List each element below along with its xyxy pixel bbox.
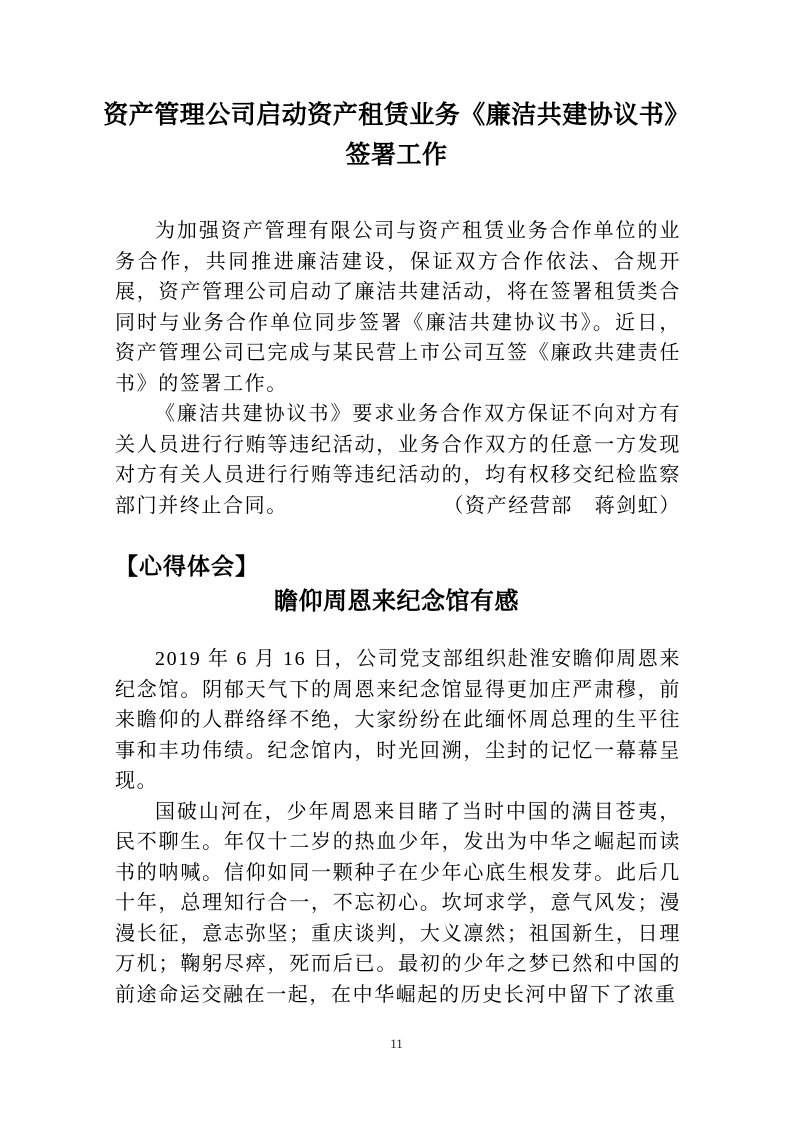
article1-paragraph-1: 为加强资产管理有限公司与资产租赁业务合作单位的业务合作，共同推进廉洁建设，保证双方合作依法、合规开展，资产管理公司启动了廉洁共建活动，将在签署租赁类合同时与业务合作单位同步签署《廉洁共建协议书》。近日，资产管理公司已完成与某民营上市公司互签《廉政共建责任书》的签署工作。 — [115, 220, 681, 395]
article2-paragraph-2: 国破山河在，少年周恩来目睹了当时中国的满目苍夷，民不聊生。年仅十二岁的热血少年，发出为中华之崛起而读书的呐喊。信仰如同一颗种子在少年心底生根发芽。此后几十年，总理知行合一，不忘初心。坎坷求学，意气风发；漫漫长征，意志弥坚；重庆谈判，大义凛然；祖国新生，日理万机；鞠躬尽瘁，死而后已。最初的少年之梦已然和中国的前途命运交融在一起，在中华崛起的历史长河中留下了浓重 — [115, 800, 681, 1006]
article1-paragraph-2 — [115, 399, 681, 521]
article2-body — [115, 644, 681, 1010]
page-number: 11 — [390, 1036, 403, 1051]
article1-paragraph-2-text: 《廉洁共建协议书》要求业务合作双方保证不向对方有关人员进行行贿等违纪活动，业务合作双方的任意一方发现对方有关人员进行行贿等违纪活动的，均有权移交纪检监察部门并终止合同。 — [115, 403, 681, 517]
article1-byline: （资产经营部 蒋剑虹） — [443, 494, 681, 517]
article1-title-line1: 资产管理公司启动资产租赁业务《廉洁共建协议书》 — [103, 102, 690, 129]
article1-body — [115, 216, 681, 521]
section-header: 【心得体会】 — [115, 554, 259, 579]
article2-title: 瞻仰周恩来纪念馆有感 — [274, 589, 519, 615]
article2-paragraph-1: 2019 年 6 月 16 日，公司党支部组织赴淮安瞻仰周恩来纪念馆。阴郁天气下的周恩来纪念馆显得更加庄严肃穆，前来瞻仰的人群络绎不绝，大家纷纷在此缅怀周总理的生平往事和丰功伟绩。纪念馆内，时光回溯，尘封的记忆一幕幕呈现。 — [115, 648, 681, 792]
article1-title — [60, 96, 733, 176]
article1-title-line2: 签署工作 — [345, 142, 448, 169]
